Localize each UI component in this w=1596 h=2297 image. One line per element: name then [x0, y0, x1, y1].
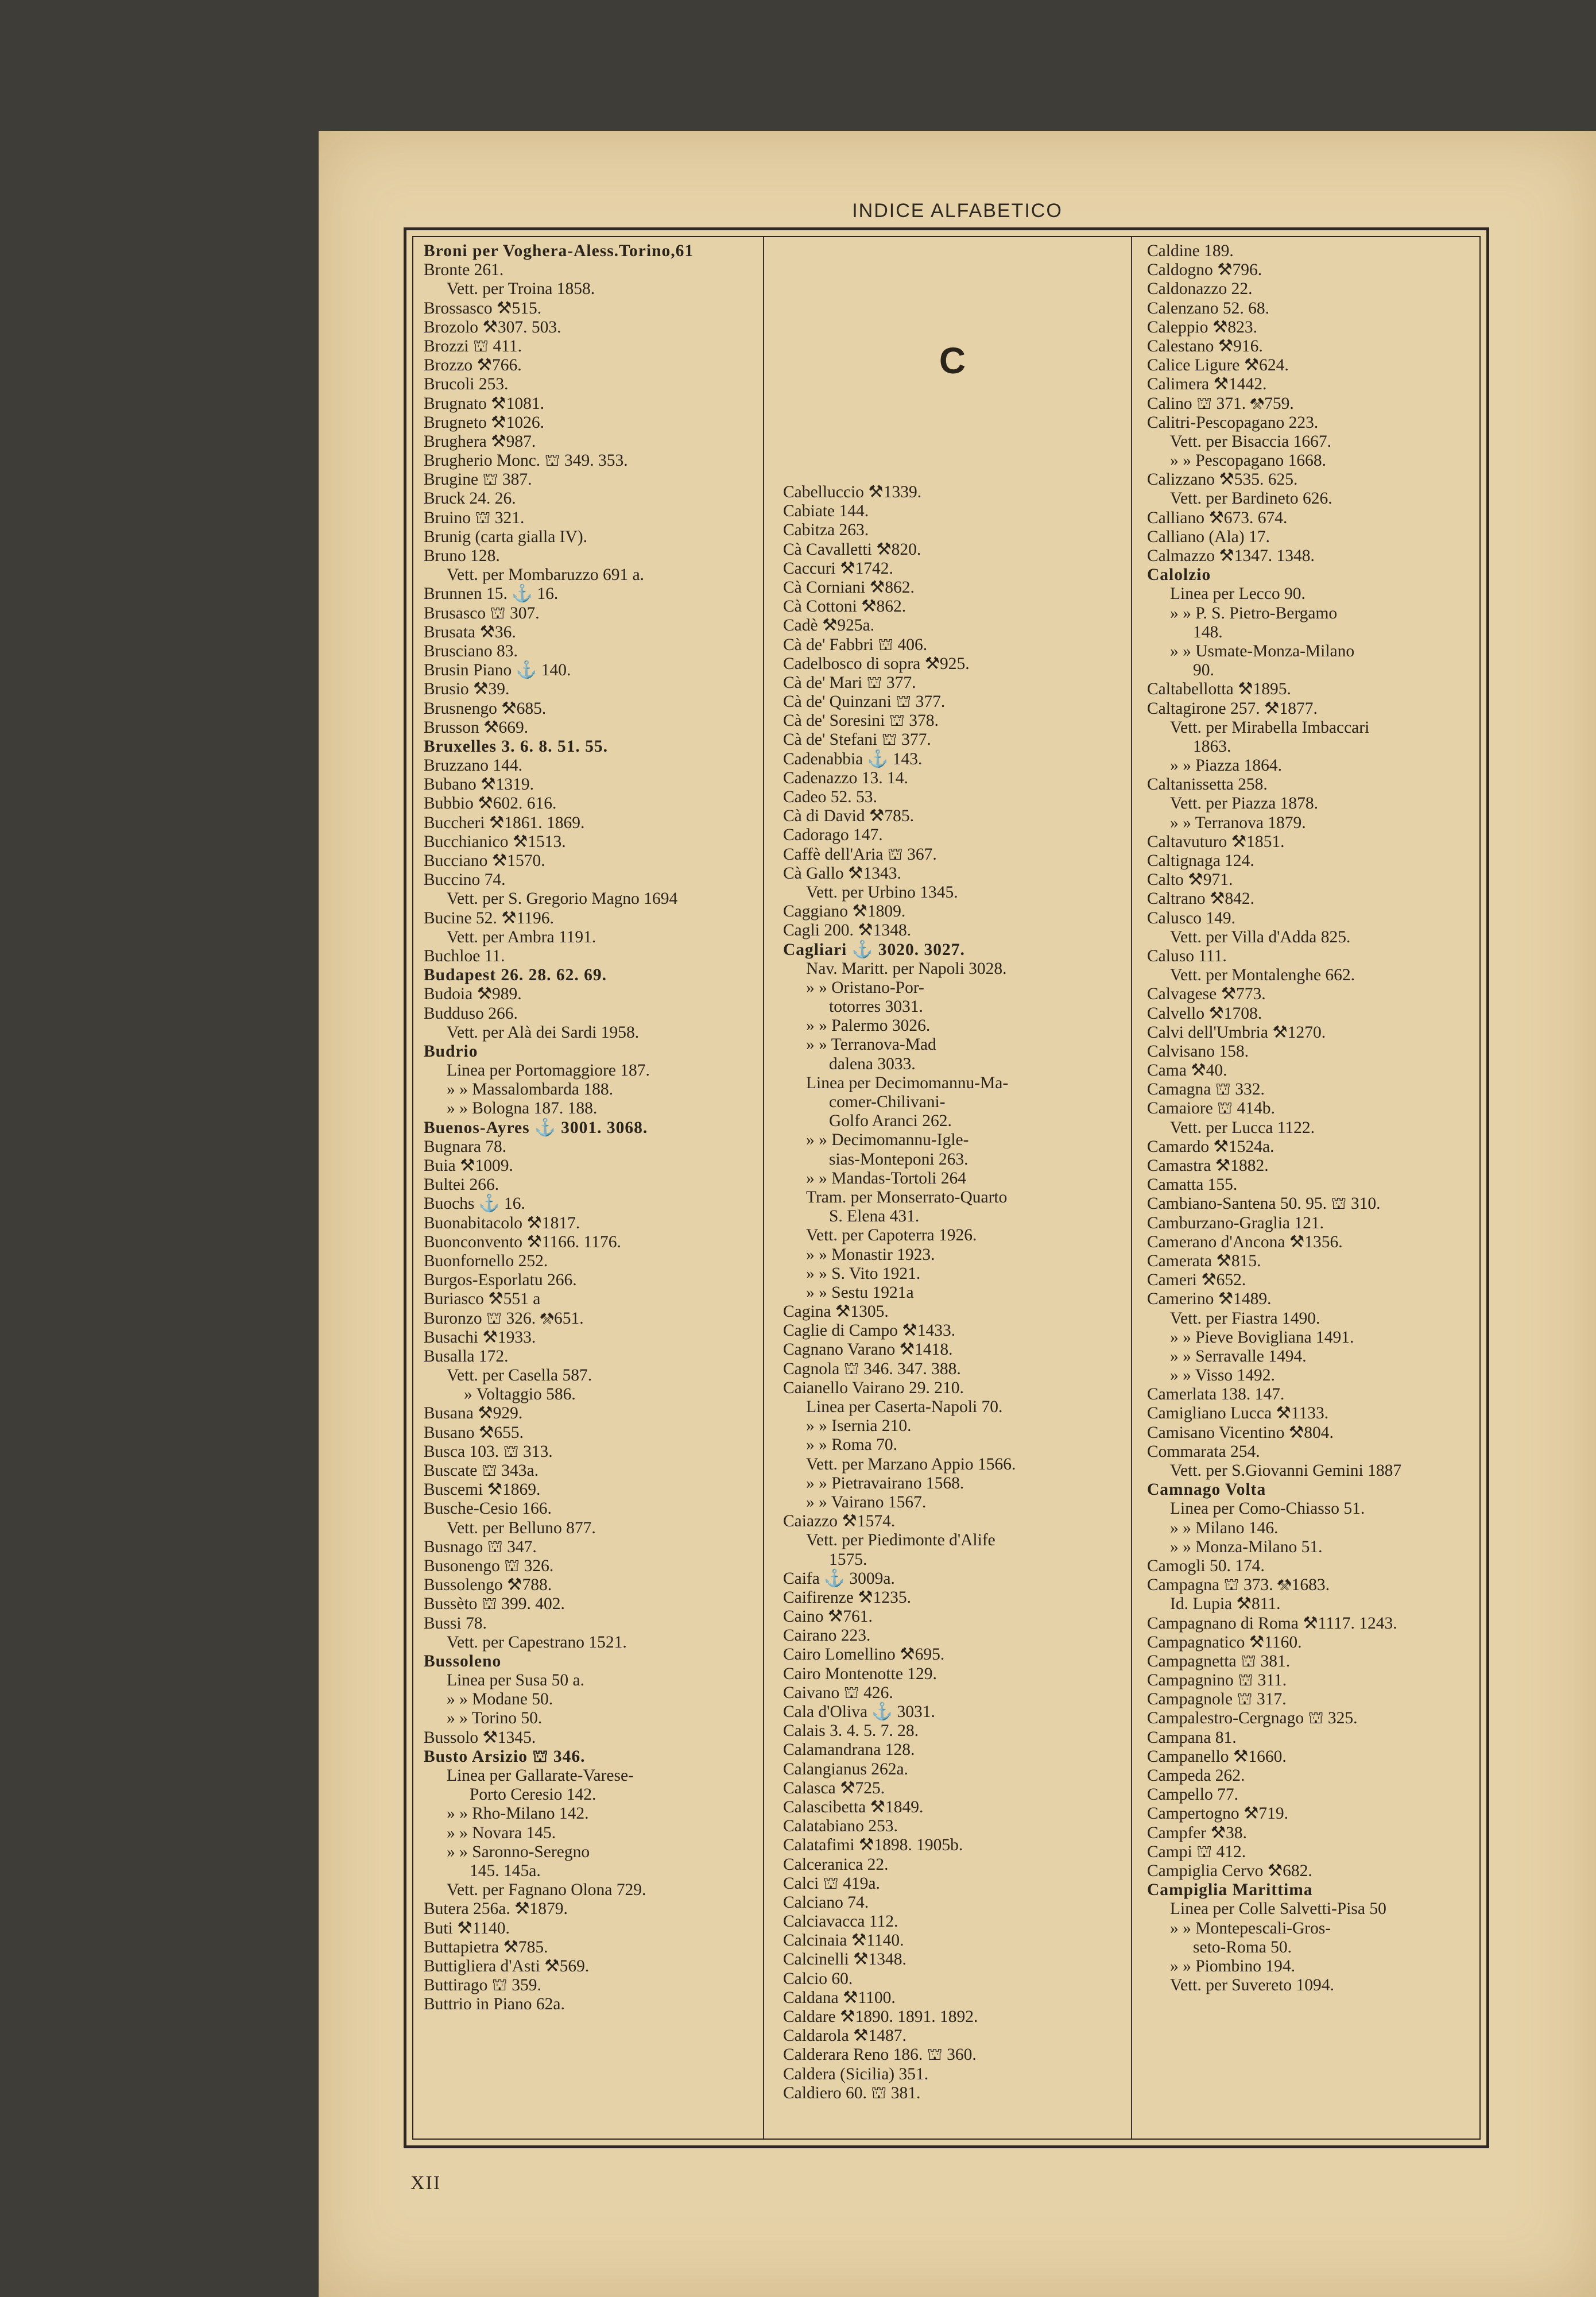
index-entry: » Voltaggio 586. — [464, 1385, 576, 1404]
index-entry: Brozzi ⛫ 411. — [424, 337, 522, 355]
index-entry: Camigliano Lucca ⚒1133. — [1147, 1404, 1329, 1423]
index-entry: Brozzo ⚒766. — [424, 356, 522, 375]
index-entry: » » Vairano 1567. — [806, 1492, 927, 1511]
index-entry: Caifirenze ⚒1235. — [783, 1588, 912, 1607]
index-entry: Bruno 128. — [424, 547, 500, 565]
index-entry: Caleppio ⚒823. — [1147, 318, 1257, 337]
index-entry: Bubano ⚒1319. — [424, 775, 534, 794]
index-entry: Brusio ⚒39. — [424, 680, 510, 699]
index-entry: totorres 3031. — [829, 997, 923, 1016]
index-entry: Brusasco ⛫ 307. — [424, 604, 540, 622]
index-entry: Linea per Portomaggiore 187. — [447, 1061, 650, 1080]
index-entry: Linea per Colle Salvetti-Pisa 50 — [1170, 1900, 1386, 1919]
index-entry: Campi ⛫ 412. — [1147, 1842, 1246, 1861]
index-entry: » » Pescopagano 1668. — [1170, 451, 1327, 470]
index-entry: Cà Cottoni ⚒862. — [783, 597, 907, 616]
index-entry: » » Sestu 1921a — [806, 1283, 914, 1302]
index-entry: Calangianus 262a. — [783, 1760, 908, 1778]
index-entry: Camastra ⚒1882. — [1147, 1157, 1269, 1175]
index-entry: Bucciano ⚒1570. — [424, 852, 545, 870]
index-entry: Buriasco ⚒551 a — [424, 1290, 541, 1309]
index-entry: Buia ⚒1009. — [424, 1157, 513, 1175]
index-entry: » » Oristano-Por- — [806, 978, 924, 997]
index-entry: » » Modane 50. — [447, 1690, 553, 1709]
index-entry: Cà Corniani ⚒862. — [783, 578, 915, 597]
index-entry: Cadenabbia ⚓ 143. — [783, 749, 923, 768]
index-entry: » » Torino 50. — [447, 1709, 543, 1728]
index-entry: Cadè ⚒925a. — [783, 616, 875, 635]
index-entry: Calcio 60. — [783, 1969, 853, 1988]
index-entry: 1863. — [1193, 737, 1231, 756]
index-entry: Buchloe 11. — [424, 946, 505, 965]
index-entry: Cà di David ⚒785. — [783, 807, 915, 826]
index-entry: Buti ⚒1140. — [424, 1919, 510, 1938]
index-entry: Camisano Vicentino ⚒804. — [1147, 1423, 1334, 1442]
index-entry: Buochs ⚓ 16. — [424, 1194, 525, 1213]
index-entry: Bruino ⛫ 321. — [424, 508, 525, 527]
index-heading: Calolzio — [1147, 566, 1211, 585]
index-column-1 — [424, 242, 757, 2014]
index-heading: Camnago Volta — [1147, 1480, 1266, 1499]
index-entry: Calcinelli ⚒1348. — [783, 1950, 907, 1969]
index-entry: Calderara Reno 186. ⛫ 360. — [783, 2045, 977, 2064]
index-entry: Cadelbosco di sopra ⚒925. — [783, 654, 970, 673]
index-entry: Busonengo ⛫ 326. — [424, 1556, 554, 1575]
index-entry: Cameri ⚒652. — [1147, 1271, 1246, 1290]
index-entry: Bussèto ⛫ 399. 402. — [424, 1595, 565, 1614]
index-entry: Bubbio ⚒602. 616. — [424, 794, 557, 813]
index-entry: Campagnetta ⛫ 381. — [1147, 1652, 1291, 1670]
index-entry: Camagna ⛫ 332. — [1147, 1080, 1265, 1099]
index-entry: Bultei 266. — [424, 1175, 499, 1194]
index-entry: Bruck 24. 26. — [424, 489, 516, 508]
index-entry: Caglie di Campo ⚒1433. — [783, 1321, 956, 1340]
index-entry: Vett. per Capestrano 1521. — [447, 1633, 627, 1652]
index-entry: Calliano (Ala) 17. — [1147, 527, 1270, 546]
index-entry: Calascibetta ⚒1849. — [783, 1797, 924, 1816]
index-entry: seto-Roma 50. — [1193, 1938, 1292, 1956]
index-entry: Vett. per Piedimonte d'Alife — [806, 1531, 995, 1550]
index-entry: Caffè dell'Aria ⛫ 367. — [783, 845, 937, 864]
index-entry: » » Piazza 1864. — [1170, 756, 1282, 775]
index-entry: Caltignaga 124. — [1147, 852, 1254, 870]
index-heading: Cagliari ⚓ 3020. 3027. — [783, 940, 965, 959]
index-entry: Linea per Caserta-Napoli 70. — [806, 1398, 1003, 1416]
index-entry: Campiglia Cervo ⚒682. — [1147, 1861, 1312, 1880]
index-entry: Calcinaia ⚒1140. — [783, 1931, 904, 1950]
index-entry: Calliano ⚒673. 674. — [1147, 508, 1288, 527]
index-entry: Caccuri ⚒1742. — [783, 559, 893, 578]
index-entry: » » P. S. Pietro-Bergamo — [1170, 604, 1338, 622]
index-entry: Brugneto ⚒1026. — [424, 413, 544, 432]
index-entry: » » Terranova-Mad — [806, 1035, 936, 1054]
index-entry: Caluso 111. — [1147, 946, 1227, 965]
index-entry: Cabiate 144. — [783, 502, 869, 521]
index-heading: Busto Arsizio ⛫ 346. — [424, 1747, 586, 1766]
index-entry: Vett. per Urbino 1345. — [806, 883, 958, 902]
index-entry: Brusnengo ⚒685. — [424, 699, 547, 718]
index-entry: » » Piombino 194. — [1170, 1956, 1295, 1975]
index-entry: » » Monza-Milano 51. — [1170, 1537, 1323, 1556]
index-entry: Calciano 74. — [783, 1893, 869, 1912]
index-entry: Vett. per Bisaccia 1667. — [1170, 432, 1331, 451]
index-entry: Vett. per Mombaruzzo 691 a. — [447, 566, 645, 585]
index-entry: Busalla 172. — [424, 1347, 509, 1366]
index-entry: Caldogno ⚒796. — [1147, 261, 1262, 280]
column-rule — [1131, 237, 1132, 2139]
index-entry: Bucine 52. ⚒1196. — [424, 908, 554, 927]
index-entry: Caltavuturo ⚒1851. — [1147, 832, 1285, 851]
index-entry: Campertogno ⚒719. — [1147, 1804, 1289, 1823]
index-entry: Brugnato ⚒1081. — [424, 394, 544, 413]
index-entry: » » Visso 1492. — [1170, 1366, 1275, 1385]
index-entry: Vett. per Bardineto 626. — [1170, 489, 1332, 508]
index-entry: Brusciano 83. — [424, 641, 518, 660]
index-entry: Brugherio Monc. ⛫ 349. 353. — [424, 451, 628, 470]
index-entry: Campana 81. — [1147, 1728, 1237, 1747]
index-entry: Cà de' Mari ⛫ 377. — [783, 673, 916, 692]
index-entry: Vett. per Fiastra 1490. — [1170, 1309, 1320, 1328]
index-entry: Cairano 223. — [783, 1626, 871, 1645]
index-entry: Brozolo ⚒307. 503. — [424, 318, 561, 337]
index-entry: Busano ⚒655. — [424, 1423, 524, 1442]
index-entry: Caifa ⚓ 3009a. — [783, 1569, 895, 1588]
index-column-3 — [1147, 242, 1480, 1995]
index-entry: Bussolo ⚒1345. — [424, 1728, 536, 1747]
index-entry: » » Bologna 187. 188. — [447, 1099, 598, 1118]
index-entry: Brunnen 15. ⚓ 16. — [424, 585, 559, 604]
index-entry: Vett. per Villa d'Adda 825. — [1170, 927, 1351, 946]
index-column-2 — [783, 483, 1122, 2103]
index-entry: Caldare ⚒1890. 1891. 1892. — [783, 2008, 978, 2026]
index-entry: Cagnano Varano ⚒1418. — [783, 1340, 953, 1359]
index-entry: Brucoli 253. — [424, 375, 509, 394]
index-entry: Calusco 149. — [1147, 908, 1236, 927]
index-entry: Campalestro-Cergnago ⛫ 325. — [1147, 1709, 1358, 1728]
index-entry: Calizzano ⚒535. 625. — [1147, 470, 1298, 489]
index-entry: » » S. Vito 1921. — [806, 1264, 921, 1283]
index-entry: Brunig (carta gialla IV). — [424, 527, 588, 546]
index-entry: Buonfornello 252. — [424, 1251, 548, 1270]
index-entry: » » Palermo 3026. — [806, 1016, 931, 1035]
index-entry: Campagnano di Roma ⚒1117. 1243. — [1147, 1614, 1397, 1633]
index-entry: Vett. per Mirabella Imbaccari — [1170, 718, 1370, 737]
index-entry: Busachi ⚒1933. — [424, 1328, 536, 1347]
index-entry: » » Massalombarda 188. — [447, 1080, 614, 1099]
index-entry: Id. Lupia ⚒811. — [1170, 1595, 1281, 1614]
index-entry: » » Pieve Bovigliana 1491. — [1170, 1328, 1354, 1347]
index-entry: Vett. per S. Gregorio Magno 1694 — [447, 890, 678, 908]
index-entry: Brugine ⛫ 387. — [424, 470, 532, 489]
index-entry: Vett. per Fagnano Olona 729. — [447, 1881, 646, 1900]
index-entry: Buttapietra ⚒785. — [424, 1938, 548, 1956]
index-entry: Vett. per Troina 1858. — [447, 280, 595, 299]
index-entry: Caldera (Sicilia) 351. — [783, 2064, 929, 2083]
index-entry: Calatabiano 253. — [783, 1817, 898, 1836]
index-entry: Linea per Susa 50 a. — [447, 1671, 585, 1690]
index-entry: Caltagirone 257. ⚒1877. — [1147, 699, 1318, 718]
index-entry: Linea per Decimomannu-Ma- — [806, 1073, 1009, 1092]
index-entry: Campagnole ⛫ 317. — [1147, 1690, 1287, 1709]
index-entry: Busnago ⛫ 347. — [424, 1537, 537, 1556]
index-entry: Brusin Piano ⚓ 140. — [424, 661, 571, 680]
index-entry: Cadenazzo 13. 14. — [783, 768, 908, 787]
index-entry: Cà Gallo ⚒1343. — [783, 864, 901, 883]
index-entry: Camatta 155. — [1147, 1175, 1238, 1194]
index-entry: Camburzano-Graglia 121. — [1147, 1213, 1324, 1232]
index-entry: Vett. per Marzano Appio 1566. — [806, 1455, 1016, 1474]
index-entry: Brughera ⚒987. — [424, 432, 536, 451]
index-entry: Caltabellotta ⚒1895. — [1147, 680, 1291, 699]
index-entry: » » Rho-Milano 142. — [447, 1804, 589, 1823]
index-entry: Commarata 254. — [1147, 1442, 1260, 1461]
index-entry: Caivano ⛫ 426. — [783, 1683, 893, 1702]
index-entry: » » Mandas-Tortoli 264 — [806, 1169, 966, 1188]
index-entry: Camerlata 138. 147. — [1147, 1385, 1285, 1404]
index-entry: Vett. per Capoterra 1926. — [806, 1226, 977, 1245]
index-entry: Buonabitacolo ⚒1817. — [424, 1213, 580, 1232]
index-entry: Calceranica 22. — [783, 1855, 889, 1874]
index-entry: Caldiero 60. ⛫ 381. — [783, 2083, 921, 2102]
index-entry: S. Elena 431. — [829, 1207, 920, 1226]
index-entry: Calvagese ⚒773. — [1147, 985, 1266, 1004]
index-entry: Busca 103. ⛫ 313. — [424, 1442, 553, 1461]
index-entry: Calciavacca 112. — [783, 1912, 898, 1931]
index-entry: 145. 145a. — [470, 1861, 541, 1880]
index-entry: Vett. per Belluno 877. — [447, 1518, 596, 1537]
index-entry: Vett. per S.Giovanni Gemini 1887 — [1170, 1461, 1402, 1480]
index-entry: Cagnola ⛫ 346. 347. 388. — [783, 1359, 961, 1378]
index-entry: Buonconvento ⚒1166. 1176. — [424, 1232, 621, 1251]
index-entry: Caldana ⚒1100. — [783, 1988, 896, 2007]
index-entry: » » Serravalle 1494. — [1170, 1347, 1307, 1366]
index-entry: Calais 3. 4. 5. 7. 28. — [783, 1722, 919, 1741]
index-entry: Bugnara 78. — [424, 1137, 507, 1156]
running-head: INDICE ALFABETICO — [852, 200, 1063, 222]
index-entry: Bussi 78. — [424, 1614, 487, 1633]
index-entry: Cagli 200. ⚒1348. — [783, 921, 912, 940]
index-entry: Camogli 50. 174. — [1147, 1556, 1265, 1575]
index-entry: Buscemi ⚒1869. — [424, 1480, 541, 1499]
index-entry: Cambiano-Santena 50. 95. ⛫ 310. — [1147, 1194, 1381, 1213]
index-entry: Calmazzo ⚒1347. 1348. — [1147, 547, 1315, 565]
index-heading: Budrio — [424, 1042, 478, 1061]
index-entry: Buscate ⛫ 343a. — [424, 1461, 539, 1480]
index-entry: Calto ⚒971. — [1147, 871, 1233, 890]
index-entry: Calci ⛫ 419a. — [783, 1874, 880, 1893]
index-entry: Cà Cavalletti ⚒820. — [783, 540, 921, 559]
index-entry: Caltrano ⚒842. — [1147, 890, 1255, 908]
index-entry: Camardo ⚒1524a. — [1147, 1137, 1275, 1156]
index-entry: Buttigliera d'Asti ⚒569. — [424, 1956, 590, 1975]
index-entry: Buttirago ⛫ 359. — [424, 1976, 541, 1995]
index-heading: Bruxelles 3. 6. 8. 51. 55. — [424, 737, 608, 756]
index-entry: » » Milano 146. — [1170, 1518, 1279, 1537]
index-entry: Calvisano 158. — [1147, 1042, 1249, 1061]
index-entry: Camerano d'Ancona ⚒1356. — [1147, 1232, 1343, 1251]
index-entry: Calenzano 52. 68. — [1147, 299, 1269, 318]
index-heading: Broni per Voghera-Aless.Torino,61 — [424, 242, 694, 260]
index-entry: Cabitza 263. — [783, 521, 869, 540]
index-entry: Porto Ceresio 142. — [470, 1785, 596, 1804]
index-entry: Bronte 261. — [424, 261, 504, 280]
index-entry: Butera 256a. ⚒1879. — [424, 1900, 568, 1919]
index-entry: Cà de' Stefani ⛫ 377. — [783, 730, 931, 749]
index-entry: Campello 77. — [1147, 1785, 1238, 1804]
index-entry: Vett. per Montalenghe 662. — [1170, 966, 1355, 985]
index-entry: » » Terranova 1879. — [1170, 813, 1306, 832]
index-entry: Caggiano ⚒1809. — [783, 902, 906, 921]
index-entry: » » Usmate-Monza-Milano — [1170, 641, 1355, 660]
book-page — [319, 131, 1596, 2297]
index-entry: Caiazzo ⚒1574. — [783, 1512, 896, 1531]
index-entry: Golfo Aranci 262. — [829, 1112, 952, 1131]
index-entry: Cà de' Quinzani ⛫ 377. — [783, 693, 946, 711]
index-entry: Buronzo ⛫ 326. ⚒651. — [424, 1309, 584, 1328]
index-entry: Caianello Vairano 29. 210. — [783, 1378, 964, 1397]
index-entry: Campanello ⚒1660. — [1147, 1747, 1287, 1766]
index-entry: Campagnatico ⚒1160. — [1147, 1633, 1302, 1652]
index-entry: Vett. per Lucca 1122. — [1170, 1118, 1315, 1137]
index-entry: Buccino 74. — [424, 871, 506, 890]
index-entry: Vett. per Piazza 1878. — [1170, 794, 1319, 813]
index-entry: Cadeo 52. 53. — [783, 788, 877, 806]
index-entry: Cadorago 147. — [783, 826, 883, 845]
index-entry: 90. — [1193, 661, 1214, 680]
index-entry: Calino ⛫ 371. ⚒759. — [1147, 394, 1294, 413]
index-entry: Brusata ⚒36. — [424, 622, 516, 641]
index-entry: Vett. per Casella 587. — [447, 1366, 592, 1385]
index-entry: Campagna ⛫ 373. ⚒1683. — [1147, 1576, 1330, 1595]
index-entry: Cairo Montenotte 129. — [783, 1664, 937, 1683]
letter-heading: C — [939, 340, 966, 381]
index-entry: Cabelluccio ⚒1339. — [783, 483, 922, 501]
index-entry: Bucchianico ⚒1513. — [424, 832, 566, 851]
index-entry: » » Roma 70. — [806, 1436, 897, 1455]
index-entry: Calatafimi ⚒1898. 1905b. — [783, 1836, 963, 1855]
index-entry: » » Montepescali-Gros- — [1170, 1919, 1331, 1938]
index-entry: Calice Ligure ⚒624. — [1147, 356, 1289, 375]
index-entry: 148. — [1193, 622, 1223, 641]
index-entry: Budduso 266. — [424, 1004, 518, 1023]
index-entry: 1575. — [829, 1550, 867, 1569]
index-heading: Bussoleno — [424, 1652, 502, 1670]
index-heading: Campiglia Marittima — [1147, 1881, 1313, 1900]
index-frame — [404, 227, 1489, 2148]
index-entry: comer-Chilivani- — [829, 1093, 946, 1111]
index-entry: Calestano ⚒916. — [1147, 337, 1263, 355]
index-entry: Caldonazzo 22. — [1147, 280, 1253, 299]
index-entry: » » Isernia 210. — [806, 1417, 912, 1436]
index-entry: Calamandrana 128. — [783, 1741, 915, 1760]
index-entry: Brossasco ⚒515. — [424, 299, 542, 318]
column-rule — [763, 237, 764, 2139]
index-entry: » » Saronno-Seregno — [447, 1842, 590, 1861]
index-entry: Calitri-Pescopagano 223. — [1147, 413, 1319, 432]
index-entry: Buttrio in Piano 62a. — [424, 1995, 565, 2014]
index-entry: Vett. per Alà dei Sardi 1958. — [447, 1023, 640, 1042]
index-entry: Cairo Lomellino ⚒695. — [783, 1645, 945, 1664]
index-entry: » » Monastir 1923. — [806, 1245, 935, 1264]
index-entry: » » Pietravairano 1568. — [806, 1474, 964, 1492]
index-entry: » » Novara 145. — [447, 1823, 556, 1842]
index-entry: Linea per Como-Chiasso 51. — [1170, 1499, 1365, 1518]
index-entry: Campagnino ⛫ 311. — [1147, 1671, 1287, 1690]
index-entry: sias-Monteponi 263. — [829, 1150, 969, 1169]
index-entry: Campfer ⚒38. — [1147, 1823, 1247, 1842]
index-entry: Cala d'Oliva ⚓ 3031. — [783, 1703, 935, 1721]
index-entry: Cà de' Soresini ⛫ 378. — [783, 711, 939, 730]
index-entry: Caldarola ⚒1487. — [783, 2027, 907, 2045]
index-entry: Calvi dell'Umbria ⚒1270. — [1147, 1023, 1326, 1042]
index-heading: Budapest 26. 28. 62. 69. — [424, 966, 607, 985]
index-entry: Busche-Cesio 166. — [424, 1499, 552, 1518]
index-entry: » » Decimomannu-Igle- — [806, 1131, 969, 1150]
index-entry: Vett. per Ambra 1191. — [447, 927, 596, 946]
index-entry: Brusson ⚒669. — [424, 718, 529, 737]
index-entry: Busana ⚒929. — [424, 1404, 523, 1423]
index-entry: Calasca ⚒725. — [783, 1778, 885, 1797]
index-entry: Camerino ⚒1489. — [1147, 1290, 1272, 1309]
index-entry: Vett. per Suvereto 1094. — [1170, 1976, 1334, 1995]
index-entry: Campeda 262. — [1147, 1766, 1245, 1785]
index-entry: Cama ⚒40. — [1147, 1061, 1227, 1080]
index-entry: Budoia ⚒989. — [424, 985, 522, 1004]
index-entry: Tram. per Monserrato-Quarto — [806, 1188, 1008, 1206]
index-entry: Linea per Lecco 90. — [1170, 585, 1306, 604]
index-entry: Calimera ⚒1442. — [1147, 375, 1267, 394]
index-entry: Camaiore ⛫ 414b. — [1147, 1099, 1275, 1118]
index-entry: Burgos-Esporlatu 266. — [424, 1271, 577, 1290]
index-entry: Cà de' Fabbri ⛫ 406. — [783, 635, 928, 654]
index-entry: Bruzzano 144. — [424, 756, 523, 775]
index-entry: Bussolengo ⚒788. — [424, 1576, 552, 1595]
index-entry: Caino ⚒761. — [783, 1607, 873, 1626]
index-entry: Camerata ⚒815. — [1147, 1251, 1261, 1270]
index-entry: Cagina ⚒1305. — [783, 1302, 889, 1321]
index-entry: Nav. Maritt. per Napoli 3028. — [806, 959, 1007, 978]
index-entry: Buccheri ⚒1861. 1869. — [424, 813, 585, 832]
index-entry: Caldine 189. — [1147, 242, 1234, 260]
page-number: XII — [410, 2172, 441, 2194]
index-entry: Calvello ⚒1708. — [1147, 1004, 1262, 1023]
index-entry: Linea per Gallarate-Varese- — [447, 1766, 634, 1785]
index-entry: Caltanissetta 258. — [1147, 775, 1268, 794]
index-heading: Buenos-Ayres ⚓ 3001. 3068. — [424, 1118, 648, 1137]
index-entry: dalena 3033. — [829, 1054, 916, 1073]
